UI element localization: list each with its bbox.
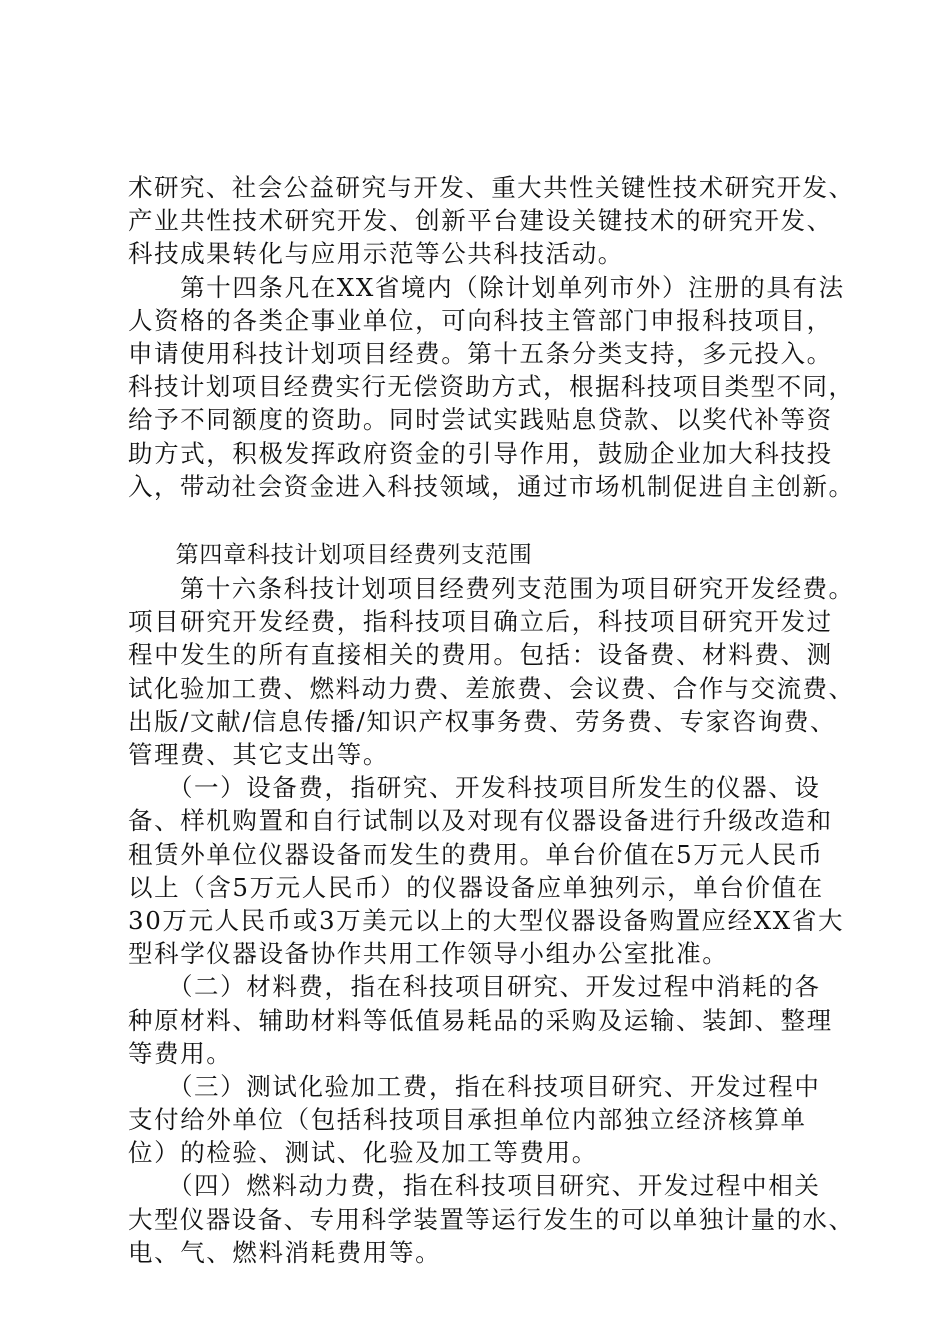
chapter-title: 第四章科技计划项目经费列支范围 — [128, 541, 533, 568]
text-line: 程中发生的所有直接相关的费用。包括：设备费、材料费、测 — [128, 640, 833, 670]
chapter-heading — [128, 539, 856, 572]
text-line: （四）燃料动力费，指在科技项目研究、开发过程中相关 — [128, 1171, 821, 1201]
paragraph-research-scope — [128, 171, 856, 271]
text-line: 人资格的各类企事业单位，可向科技主管部门申报科技项目， — [128, 305, 833, 335]
text-line: 产业共性技术研究开发、创新平台建设关键技术的研究开发、 — [128, 206, 833, 236]
paragraph-fuel-power-fee — [128, 1169, 856, 1269]
text-line: 支付给外单位（包括科技项目承担单位内部独立经济核算单 — [128, 1105, 807, 1135]
text-line: 第十四条凡在XX省境内（除计划单列市外）注册的具有法 — [128, 272, 845, 302]
text-line: 助方式，积极发挥政府资金的引导作用，鼓励企业加大科技投 — [128, 438, 833, 468]
text-line: 科技计划项目经费实行无偿资助方式，根据科技项目类型不同， — [128, 372, 855, 402]
paragraph-equipment-fee — [128, 771, 856, 970]
text-line: 试化验加工费、燃料动力费、差旅费、会议费、合作与交流费、 — [128, 673, 855, 703]
text-line: 给予不同额度的资助。同时尝试实践贴息贷款、以奖代补等资 — [128, 405, 833, 435]
text-line: 种原材料、辅助材料等低值易耗品的采购及运输、装卸、整理 — [128, 1005, 833, 1035]
text-line: 科技成果转化与应用示范等公共科技活动。 — [128, 239, 624, 269]
text-line: 入，带动社会资金进入科技领域，通过市场机制促进自主创新。 — [128, 471, 855, 501]
document-body — [128, 171, 856, 1269]
text-line: 以上（含5万元人民币）的仪器设备应单独列示，单台价值在 — [128, 872, 824, 902]
text-line: 电、气、燃料消耗费用等。 — [128, 1237, 442, 1267]
text-line: 管理费、其它支出等。 — [128, 740, 389, 769]
text-line: 30万元人民币或3万美元以上的大型仪器设备购置应经XX省大 — [128, 905, 845, 935]
text-line: 租赁外单位仪器设备而发生的费用。单台价值在5万元人民币 — [128, 839, 824, 869]
text-line: 备、样机购置和自行试制以及对现有仪器设备进行升级改造和 — [128, 806, 833, 836]
paragraph-testing-fee — [128, 1070, 856, 1170]
paragraph-article-16 — [128, 572, 856, 771]
text-line: 等费用。 — [128, 1038, 233, 1068]
text-line: （二）材料费，指在科技项目研究、开发过程中消耗的各 — [128, 972, 821, 1002]
paragraph-material-fee — [128, 970, 856, 1070]
text-line: （三）测试化验加工费，指在科技项目研究、开发过程中 — [128, 1071, 821, 1101]
text-line: 术研究、社会公益研究与开发、重大共性关键性技术研究开发、 — [128, 173, 855, 202]
paragraph-article-14 — [128, 271, 856, 503]
text-line: 型科学仪器设备协作共用工作领导小组办公室批准。 — [128, 939, 729, 969]
text-line: 申请使用科技计划项目经费。第十五条分类支持，多元投入。 — [128, 338, 833, 368]
text-line: 大型仪器设备、专用科学装置等运行发生的可以单独计量的水、 — [128, 1204, 855, 1234]
text-line: 出版/文献/信息传播/知识产权事务费、劳务费、专家咨询费、 — [128, 706, 837, 736]
text-line: 第十六条科技计划项目经费列支范围为项目研究开发经费。 — [128, 574, 855, 604]
text-line: （一）设备费，指研究、开发科技项目所发生的仪器、设 — [128, 773, 821, 803]
section-gap — [128, 503, 856, 539]
text-line: 项目研究开发经费，指科技项目确立后，科技项目研究开发过 — [128, 607, 833, 637]
text-line: 位）的检验、测试、化验及加工等费用。 — [128, 1138, 598, 1168]
